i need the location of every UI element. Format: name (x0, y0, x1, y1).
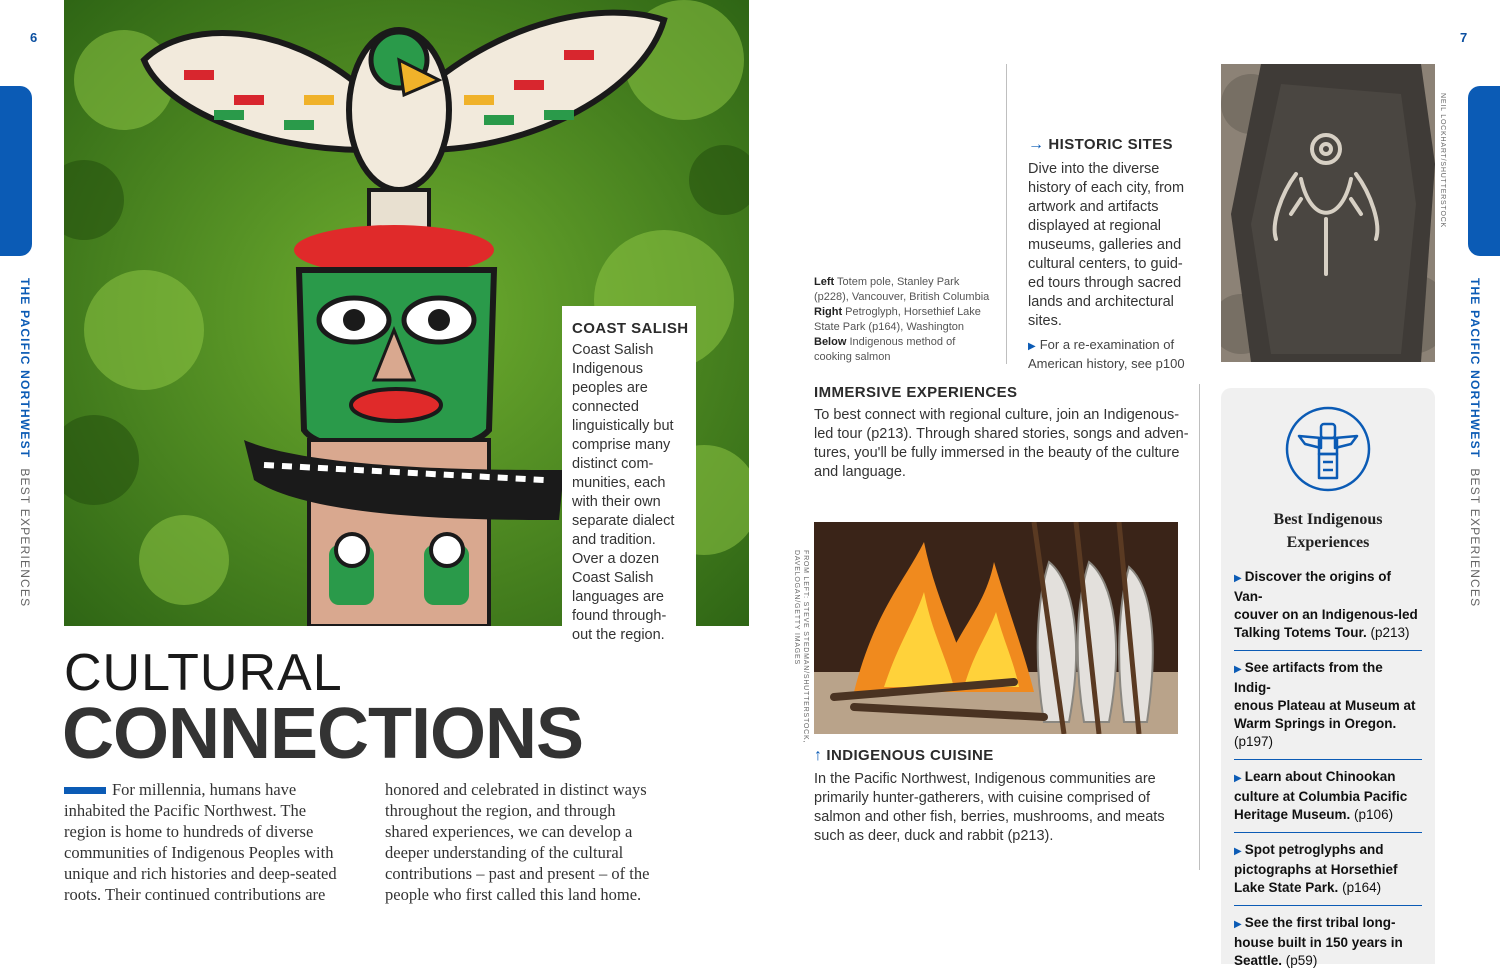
intro-line: shared experiences, we can develop a (385, 822, 633, 841)
left-side-tab (0, 86, 32, 256)
best-title-line1: Best Indigenous (1273, 511, 1383, 528)
historic-line: Dive into the diverse (1028, 161, 1160, 177)
caption-text: State Park (p164), Washington (814, 321, 965, 333)
historic-line: lands and architectural (1028, 294, 1174, 310)
best-item-line (1234, 659, 1422, 697)
best-experience-item (1234, 760, 1422, 833)
best-item-line (1234, 624, 1422, 642)
best-item-text: Lake State Park. (1234, 880, 1339, 895)
best-experience-item (1234, 906, 1422, 978)
side-subsection: BEST EXPERIENCES (18, 468, 32, 608)
cuisine-section (814, 747, 1194, 846)
caption-line (814, 335, 994, 350)
intro-line: For millennia, humans have (112, 780, 297, 799)
historic-sites-text (1028, 160, 1203, 331)
historic-see-more (1028, 336, 1203, 372)
caption-label: Left (814, 276, 835, 288)
cuisine-line: In the Pacific Northwest, Indigenous communities are (814, 771, 1156, 787)
see-more-text: American history, see p100 (1028, 356, 1185, 371)
side-section: THE PACIFIC NORTHWEST (1468, 278, 1482, 459)
coast-salish-line: linguistically but (572, 418, 674, 434)
right-side-label (1468, 278, 1482, 607)
best-item-text: Discover the origins of Van- (1234, 569, 1391, 604)
intro-line: honored and celebrated in distinct ways (385, 780, 647, 799)
headline-line1: CULTURAL (64, 644, 343, 702)
coast-salish-line: Indigenous (572, 361, 643, 377)
historic-line: ed tours through sacred (1028, 275, 1182, 291)
best-experience-item (1234, 651, 1422, 760)
intro-line: roots. Their continued contributions are (64, 885, 326, 904)
petroglyph-photo (1221, 64, 1435, 362)
see-more-line (1028, 355, 1203, 372)
divider-historic (1006, 64, 1007, 364)
left-page-number: 6 (30, 30, 38, 45)
immersive-line: tures, you'll be fully immersed in the beauty of the culture (814, 445, 1180, 461)
best-item-text: pictographs at Horsethief (1234, 862, 1398, 877)
immersive-title: IMMERSIVE EXPERIENCES (814, 384, 1018, 401)
best-item-line (1234, 914, 1422, 934)
historic-sites-heading (1028, 136, 1203, 154)
best-item-page-ref: (p106) (1354, 807, 1394, 822)
cuisine-text (814, 770, 1194, 846)
best-item-text: Heritage Museum. (1234, 807, 1351, 822)
best-item-line (1234, 606, 1422, 624)
best-item-line (1234, 806, 1422, 824)
arrow-right-icon: → (1028, 136, 1045, 153)
side-section: THE PACIFIC NORTHWEST (18, 278, 32, 459)
best-experiences-box (1221, 388, 1435, 968)
best-item-line (1234, 861, 1422, 879)
intro-column-1 (64, 779, 364, 905)
cuisine-line: such as deer, duck and rabbit (p213). (814, 828, 1054, 844)
photo-captions (814, 275, 994, 365)
immersive-line: and language. (814, 464, 906, 480)
best-item-text: Learn about Chinookan (1244, 769, 1396, 784)
best-title-line2: Experiences (1286, 534, 1370, 551)
best-item-text: Talking Totems Tour. (1234, 625, 1367, 640)
immersive-line: led tour (p213). Through shared stories, songs and adven- (814, 426, 1189, 442)
salmon-credit-2: DAVELOGAN/GETTY IMAGES (793, 550, 800, 665)
best-item-text: house built in 150 years in (1234, 935, 1403, 950)
coast-salish-line: connected (572, 399, 639, 415)
immersive-section (814, 384, 1194, 482)
best-item-line (1234, 768, 1422, 788)
left-side-label (18, 278, 32, 607)
best-item-text: enous Plateau at Museum at (1234, 698, 1416, 713)
best-item-text: Spot petroglyphs and (1244, 842, 1384, 857)
divider-right (1199, 384, 1200, 870)
coast-salish-line: separate dialect (572, 513, 675, 529)
best-item-text: couver on an Indigenous-led (1234, 607, 1418, 622)
best-experiences-list (1234, 560, 1422, 978)
right-side-tab (1468, 86, 1500, 256)
best-item-line (1234, 697, 1422, 715)
salmon-cooking-photo (814, 522, 1178, 734)
caption-line (814, 305, 994, 320)
intro-line: communities of Indigenous Peoples with (64, 843, 334, 862)
best-item-text: See the first tribal long- (1244, 915, 1396, 930)
best-item-page-ref: (p164) (1342, 880, 1382, 895)
best-item-line (1234, 879, 1422, 897)
coast-salish-line: Over a dozen (572, 551, 660, 567)
historic-line: sites. (1028, 313, 1062, 329)
historic-line: history of each city, from (1028, 180, 1185, 196)
caption-line (814, 350, 994, 365)
best-item-line (1234, 952, 1422, 970)
historic-line: museums, galleries and (1028, 237, 1182, 253)
arrow-up-icon: ↑ (814, 747, 823, 764)
salmon-illustration (814, 522, 1178, 734)
historic-line: artwork and artifacts (1028, 199, 1159, 215)
best-item-line (1234, 715, 1422, 751)
coast-salish-line: distinct com- (572, 456, 654, 472)
best-experiences-title (1221, 508, 1435, 554)
intro-line: unique and rich histories and deep-seated (64, 864, 337, 883)
best-item-text: Seattle. (1234, 953, 1283, 968)
historic-line: cultural centers, to guid- (1028, 256, 1183, 272)
cuisine-line: primarily hunter-gatherers, with cuisine comprised of (814, 790, 1151, 806)
caption-line (814, 290, 994, 305)
best-item-line (1234, 788, 1422, 806)
triangle-right-icon: ▶ (1234, 573, 1242, 584)
coast-salish-line: Coast Salish (572, 570, 654, 586)
caption-label: Below (814, 336, 847, 348)
coast-salish-title: COAST SALISH (572, 320, 689, 337)
caption-text: Indigenous method of (849, 336, 956, 348)
intro-line: deeper understanding of the cultural (385, 843, 624, 862)
triangle-right-icon: ▶ (1234, 846, 1242, 857)
best-experience-item (1234, 560, 1422, 651)
immersive-line: To best connect with regional culture, join an Indigenous- (814, 407, 1180, 423)
best-item-text: culture at Columbia Pacific (1234, 789, 1408, 804)
intro-line: throughout the region, and through (385, 801, 616, 820)
caption-label: Right (814, 306, 843, 318)
coast-salish-line: comprise many (572, 437, 671, 453)
totem-icon (1285, 406, 1371, 492)
intro-line: region is home to hundreds of diverse (64, 822, 314, 841)
coast-salish-line: munities, each (572, 475, 666, 491)
best-item-line (1234, 841, 1422, 861)
triangle-right-icon: ▶ (1234, 664, 1242, 675)
coast-salish-line: found through- (572, 608, 667, 624)
petroglyph-illustration (1221, 64, 1435, 362)
coast-salish-line: out the region. (572, 627, 665, 643)
best-item-page-ref: (p197) (1234, 734, 1274, 749)
caption-text: Petroglyph, Horsethief Lake (845, 306, 981, 318)
historic-line: displayed at regional (1028, 218, 1162, 234)
cuisine-line: salmon and other fish, berries, mushrooms, and meats (814, 809, 1165, 825)
historic-sites-section (1028, 136, 1203, 372)
caption-line (814, 320, 994, 335)
best-item-page-ref: (p59) (1285, 953, 1318, 968)
intro-line: contributions – past and present – of the (385, 864, 650, 883)
coast-salish-box (562, 306, 696, 646)
salmon-credit-1: FROM LEFT: STEVE STEDMAN/SHUTTERSTOCK, (802, 550, 809, 744)
see-more-line (1028, 336, 1203, 355)
caption-line (814, 275, 994, 290)
best-item-page-ref: (p213) (1370, 625, 1410, 640)
see-more-text: For a re-examination of (1039, 337, 1175, 352)
caption-text: cooking salmon (814, 351, 891, 363)
intro-column-2 (385, 779, 685, 905)
side-subsection: BEST EXPERIENCES (1468, 468, 1482, 608)
best-experience-item (1234, 833, 1422, 906)
best-item-text: See artifacts from the Indig- (1234, 660, 1383, 695)
coast-salish-text (572, 341, 696, 645)
best-item-line (1234, 934, 1422, 952)
coast-salish-line: Coast Salish (572, 342, 654, 358)
coast-salish-line: languages are (572, 589, 664, 605)
cuisine-heading (814, 747, 1194, 765)
caption-text: (p228), Vancouver, British Columbia (814, 291, 990, 303)
caption-text: Totem pole, Stanley Park (837, 276, 960, 288)
immersive-text (814, 406, 1194, 482)
coast-salish-line: peoples are (572, 380, 648, 396)
triangle-right-icon: ▶ (1234, 773, 1242, 784)
triangle-right-icon: ▶ (1234, 919, 1242, 930)
intro-line: people who first called this land home. (385, 885, 642, 904)
best-item-line (1234, 568, 1422, 606)
petroglyph-credit: NEIL LOCKHART/SHUTTERSTOCK (1439, 93, 1446, 229)
right-page-number: 7 (1460, 30, 1468, 45)
historic-sites-title: HISTORIC SITES (1048, 136, 1173, 153)
intro-line: inhabited the Pacific Northwest. The (64, 801, 307, 820)
best-item-text: Warm Springs in Oregon. (1234, 716, 1397, 731)
coast-salish-line: and tradition. (572, 532, 656, 548)
coast-salish-line: with their own (572, 494, 661, 510)
triangle-right-icon: ▶ (1028, 341, 1036, 352)
headline-line2: CONNECTIONS (62, 694, 584, 774)
cuisine-title: INDIGENOUS CUISINE (826, 747, 994, 764)
